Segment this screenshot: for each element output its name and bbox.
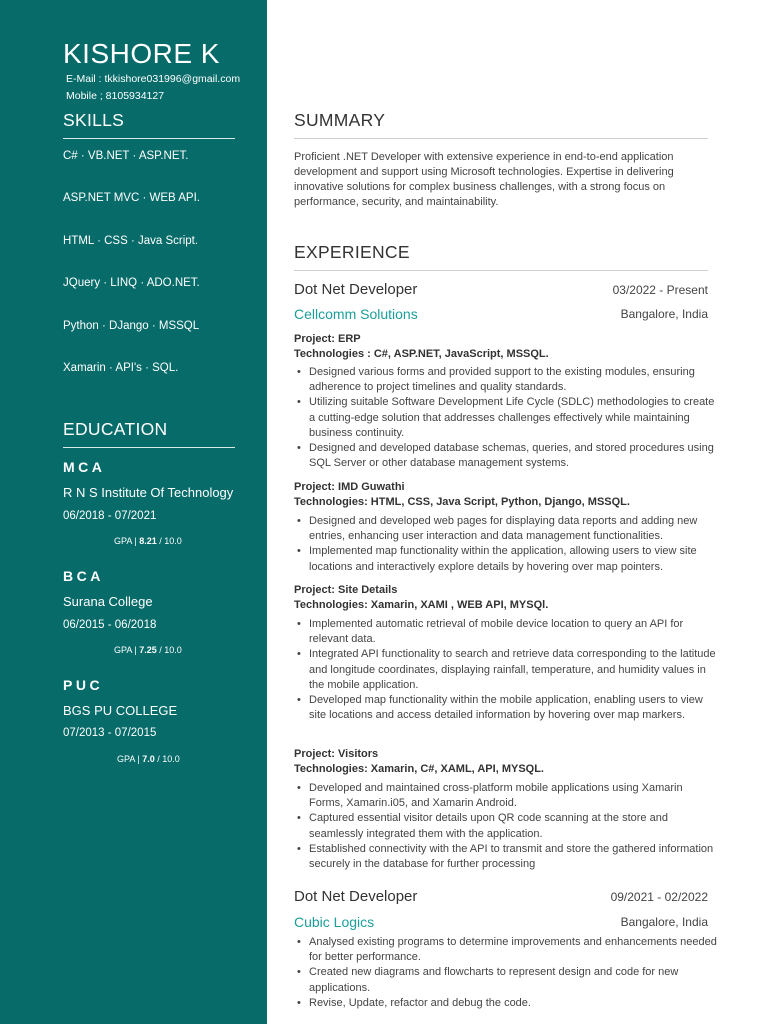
list-item: • Designed and developed database schemas, queries, and stored procedures using SQL Server or other database management systems. bbox=[294, 441, 719, 471]
experience-heading: EXPERIENCE bbox=[294, 242, 410, 262]
job-dates: 09/2021 - 02/2022 bbox=[610, 890, 708, 904]
list-item: • Developed map functionality within the mobile application, enabling users to view site locations and access detailed information by hovering over map markers. bbox=[294, 693, 719, 723]
job-dates: 03/2022 - Present bbox=[612, 283, 708, 297]
list-item: • Created new diagrams and flowcharts to represent design and code for new applications. bbox=[294, 965, 719, 995]
degree-title: MCA bbox=[63, 459, 106, 475]
education-divider bbox=[63, 447, 235, 448]
education-dates: 06/2018 - 07/2021 bbox=[63, 510, 157, 522]
job-title: Dot Net Developer bbox=[294, 888, 418, 905]
project-name: Project: Site Details bbox=[294, 584, 398, 596]
list-item: • Revise, Update, refactor and debug the code. bbox=[294, 996, 719, 1011]
skill-item: HTML · CSS · Java Script. bbox=[63, 235, 199, 247]
experience-divider bbox=[294, 270, 708, 271]
degree-title: BCA bbox=[63, 568, 104, 584]
gpa-text: GPA | 7.25 / 10.0 bbox=[114, 645, 182, 655]
bullet-list bbox=[294, 781, 719, 872]
bullet-list bbox=[294, 514, 719, 575]
summary-text: Proficient .NET Developer with extensive experience in end-to-end application development and support using Microsoft technologies. Expertise in delivering innovative solutions for complex business challenges, with a strong focus on performance, security, and maintainability. bbox=[294, 151, 674, 208]
gpa-text: GPA | 8.21 / 10.0 bbox=[114, 536, 182, 546]
project-name: Project: ERP bbox=[294, 333, 361, 345]
project-technologies: Technologies: Xamarin, XAMI , WEB API, MYSQl. bbox=[294, 599, 549, 611]
list-item: • Captured essential visitor details upon QR code scanning at the store and seamlessly integrated them with the application. bbox=[294, 811, 719, 841]
project-technologies: Technologies: HTML, CSS, Java Script, Python, Django, MSSQL. bbox=[294, 496, 630, 508]
summary-divider bbox=[294, 138, 708, 139]
list-item: • Developed and maintained cross-platform mobile applications using Xamarin Forms, Xamarin.i05, and Xamarin Android. bbox=[294, 781, 719, 811]
school-name: BGS PU COLLEGE bbox=[63, 703, 178, 718]
degree-title: PUC bbox=[63, 677, 104, 693]
sidebar bbox=[0, 0, 267, 1024]
company-name: Cubic Logics bbox=[294, 914, 375, 930]
skills-divider bbox=[63, 138, 235, 139]
project-name: Project: Visitors bbox=[294, 748, 379, 760]
mobile-text: Mobile ; 8105934127 bbox=[66, 90, 165, 102]
list-item: • Analysed existing programs to determine improvements and enhancements needed for better performance. bbox=[294, 935, 719, 965]
email-text: E-Mail : tkkishore031996@gmail.com bbox=[66, 73, 241, 85]
skill-item: Python · DJango · MSSQL bbox=[63, 320, 200, 332]
summary-heading: SUMMARY bbox=[294, 110, 386, 130]
skill-item: Xamarin · API's · SQL. bbox=[63, 362, 179, 374]
list-item: • Integrated API functionality to search and retrieve data corresponding to the latitude and longitude coordinates, displaying rainfall, temperature, and humidity values in the mobile application. bbox=[294, 647, 719, 693]
list-item: • Implemented map functionality within the application, allowing users to view site locations and interactively explore details by hovering over map pointers. bbox=[294, 544, 719, 574]
skill-item: JQuery · LINQ · ADO.NET. bbox=[63, 277, 200, 289]
school-name: R N S Institute Of Technology bbox=[63, 485, 234, 500]
candidate-name: KISHORE K bbox=[63, 38, 220, 69]
project-technologies: Technologies : C#, ASP.NET, JavaScript, MSSQL. bbox=[294, 348, 549, 360]
education-dates: 07/2013 - 07/2015 bbox=[63, 727, 157, 739]
company-name: Cellcomm Solutions bbox=[294, 306, 418, 322]
list-item: • Utilizing suitable Software Development Life Cycle (SDLC) methodologies to create a cutting-edge solution that addresses challenges effectively while maintaining business continuity. bbox=[294, 395, 719, 441]
job-location: Bangalore, India bbox=[620, 915, 708, 929]
list-item: • Established connectivity with the API to transmit and store the gathered information securely in the database for further processing bbox=[294, 842, 719, 872]
education-dates: 06/2015 - 06/2018 bbox=[63, 619, 157, 631]
bullet-list bbox=[294, 935, 719, 1011]
list-item: • Designed and developed web pages for displaying data reports and adding new entries, enhancing user interaction and data management functionalities. bbox=[294, 514, 719, 544]
list-item: • Designed various forms and provided support to the existing modules, ensuring adherence to project timelines and quality standards. bbox=[294, 365, 719, 395]
school-name: Surana College bbox=[63, 594, 153, 609]
skill-item: C# · VB.NET · ASP.NET. bbox=[63, 150, 189, 162]
list-item: • Implemented automatic retrieval of mobile device location to query an API for relevant data. bbox=[294, 617, 719, 647]
bullet-list bbox=[294, 617, 719, 723]
skills-heading: SKILLS bbox=[63, 110, 125, 130]
skill-item: ASP.NET MVC · WEB API. bbox=[63, 192, 200, 204]
education-heading: EDUCATION bbox=[63, 419, 168, 439]
project-name: Project: IMD Guwathi bbox=[294, 481, 405, 493]
gpa-text: GPA | 7.0 / 10.0 bbox=[117, 754, 180, 764]
bullet-list bbox=[294, 365, 719, 471]
main-content bbox=[267, 0, 768, 1024]
project-technologies: Technologies: Xamarin, C#, XAML, API, MYSQL. bbox=[294, 763, 544, 775]
job-title: Dot Net Developer bbox=[294, 281, 418, 298]
job-location: Bangalore, India bbox=[620, 307, 708, 321]
